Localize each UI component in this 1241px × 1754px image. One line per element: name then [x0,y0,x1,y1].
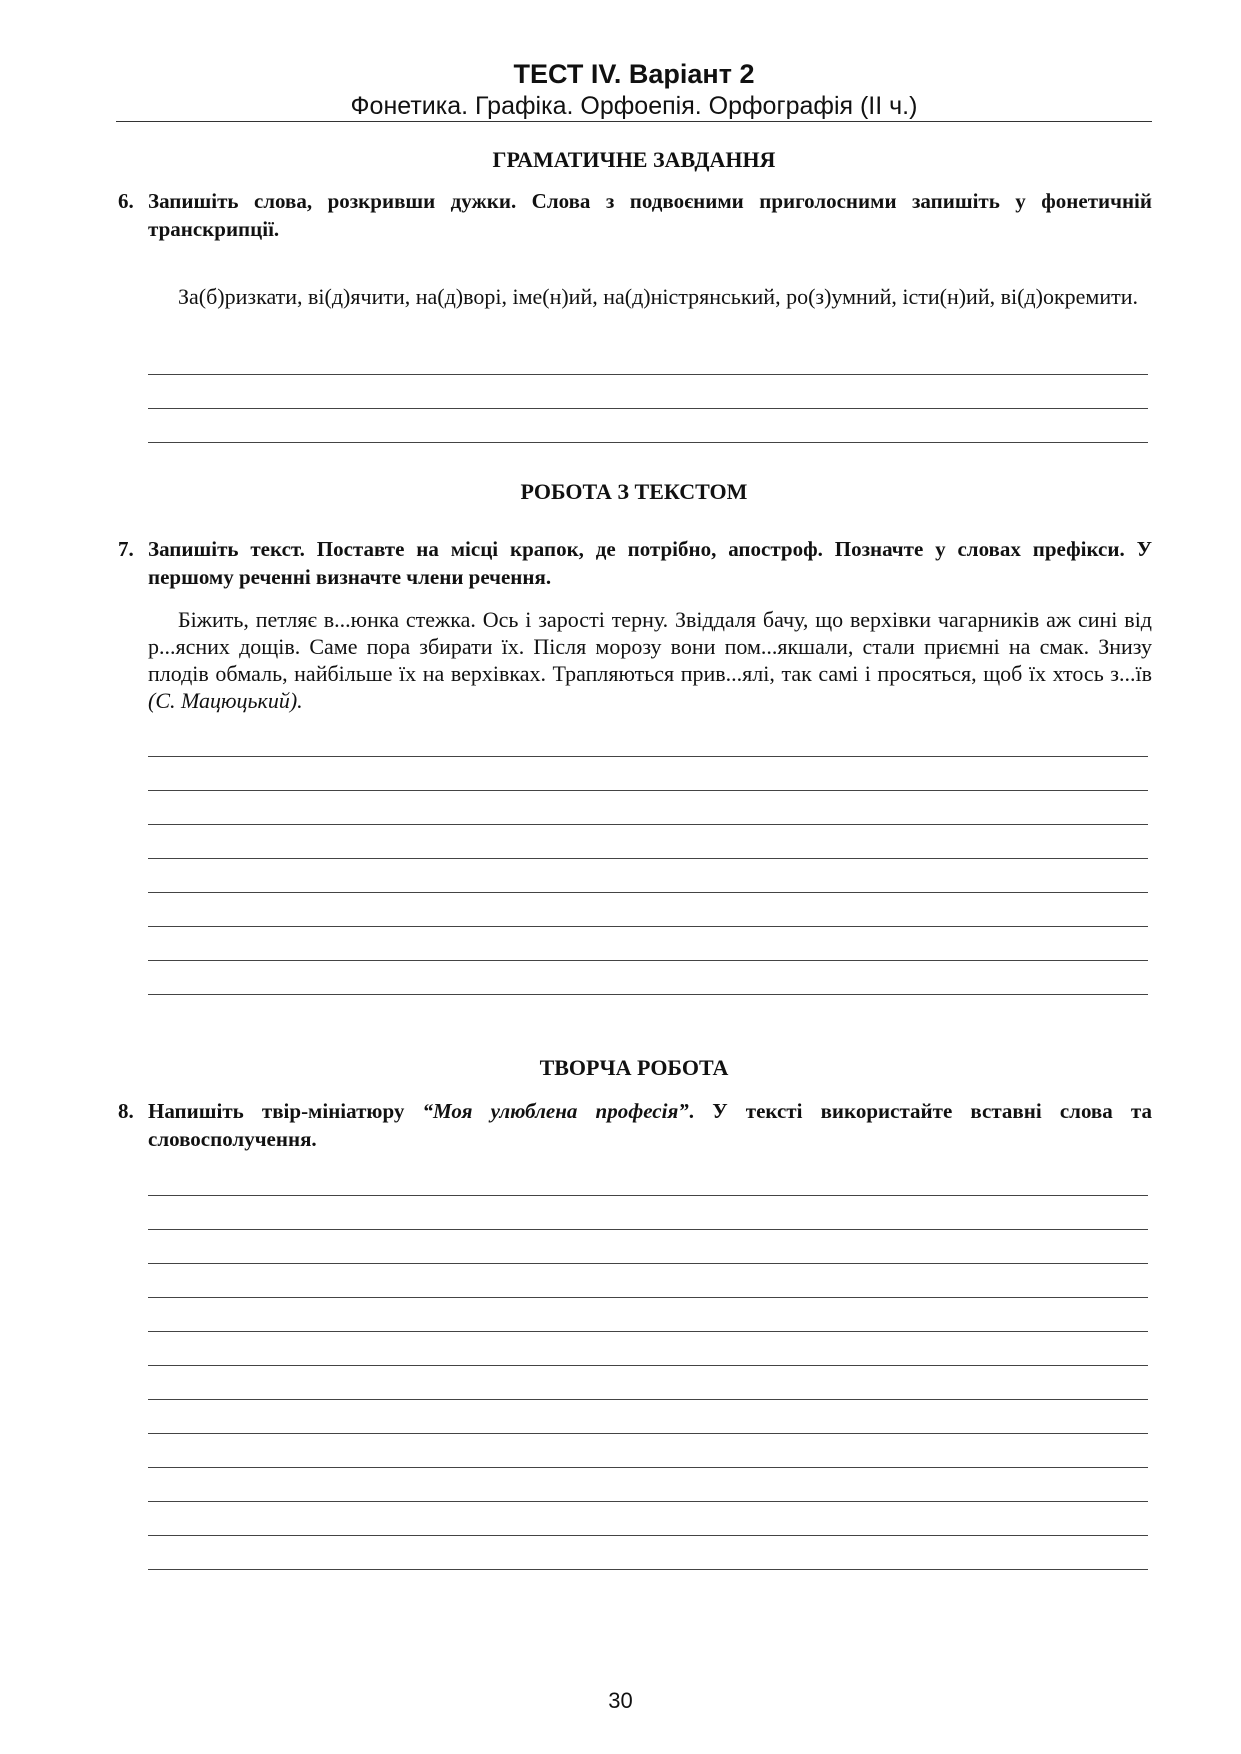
task-text-after: . У тексті використайте вставні слова та словосполучення. [148,1099,1152,1151]
text-body: Біжить, петляє в...юнка стежка. Ось і зарості терну. Звіддаля бачу, що верхівки чагарників аж сині від р...ясних дощів. Саме пора збирати їх. Після морозу вони пом...якшали, стали приємні на смак. Знизу плодів обмаль, найбільше їх на верхівках. Трапляються прив...ялі, так самі і просяться, щоб їх хтось з...їв [148,607,1152,686]
task-7-text [148,606,1152,714]
answer-line[interactable] [148,1331,1148,1332]
answer-line[interactable] [148,892,1148,893]
answer-line[interactable] [148,1297,1148,1298]
task-instruction: Запишіть текст. Поставте на місці крапок, де потрібно, апостроф. Позначте у словах префікси. У першому реченні визначте члени речення. [148,537,1152,589]
task-number: 8. [118,1099,134,1123]
answer-line[interactable] [148,960,1148,961]
answer-line[interactable] [148,994,1148,995]
task-7 [118,535,1152,591]
answer-line[interactable] [148,442,1148,443]
task-number: 6. [118,189,134,213]
section-title-text-work: РОБОТА З ТЕКСТОМ [520,479,748,504]
answer-line[interactable] [148,1501,1148,1502]
task-text-before: Напишіть твір-мініатюру [148,1099,423,1123]
page-header [116,58,1152,121]
answer-line[interactable] [148,756,1148,757]
answer-line[interactable] [148,790,1148,791]
task-instruction: Запишіть слова, розкривши дужки. Слова з подвоєними приголосними запишіть у фонетичній транскрипції. [148,189,1152,241]
essay-title: “Моя улюблена професія” [422,1099,689,1123]
task-6-words: За(б)ризкати, ві(д)ячити, на(д)ворі, іме(н)ий, на(д)ністрянський, ро(з)умний, істи(н)ий, ві(д)окремити. [178,284,1138,309]
task-6 [118,187,1152,243]
answer-line[interactable] [148,1263,1148,1264]
page-number: 30 [608,1688,633,1713]
test-title: ТЕСТ IV. Варіант 2 [513,59,755,89]
answer-line[interactable] [148,1229,1148,1230]
answer-line[interactable] [148,1535,1148,1536]
text-author: (С. Мацюцький). [148,688,303,713]
answer-line[interactable] [148,858,1148,859]
task-number: 7. [118,537,134,561]
answer-line[interactable] [148,1569,1148,1570]
task-8 [118,1097,1152,1153]
answer-line[interactable] [148,1467,1148,1468]
answer-line[interactable] [148,1433,1148,1434]
test-subtitle: Фонетика. Графіка. Орфоепія. Орфографія (ІІ ч.) [350,92,918,120]
answer-line[interactable] [148,408,1148,409]
section-title-grammar: ГРАМАТИЧНЕ ЗАВДАННЯ [492,147,776,172]
answer-line[interactable] [148,1365,1148,1366]
task-instruction [118,1097,1152,1153]
answer-line[interactable] [148,1399,1148,1400]
answer-line[interactable] [148,824,1148,825]
section-title-creative-work: ТВОРЧА РОБОТА [539,1055,729,1080]
header-divider [116,121,1152,122]
answer-line[interactable] [148,926,1148,927]
answer-line[interactable] [148,374,1148,375]
answer-line[interactable] [148,1195,1148,1196]
